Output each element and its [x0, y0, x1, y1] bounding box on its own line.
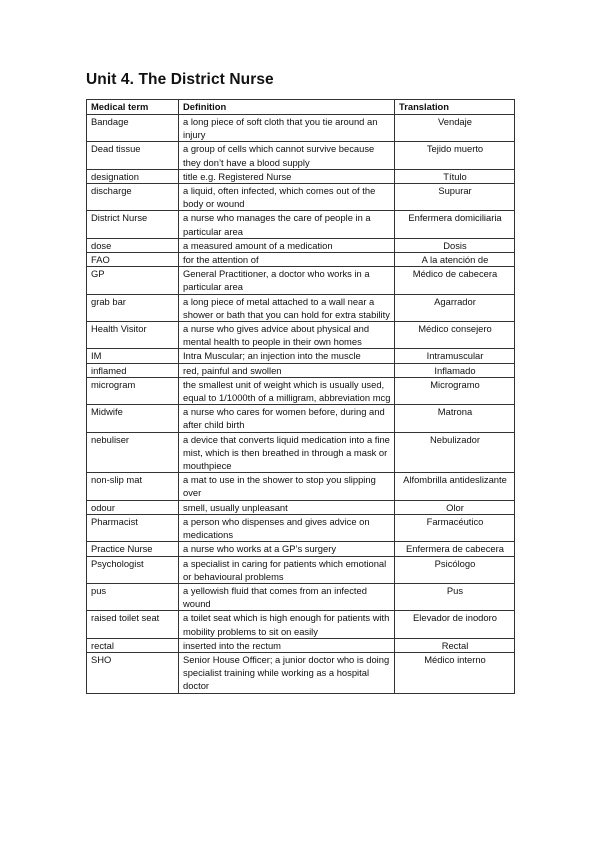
cell-definition: a nurse who manages the care of people in a particular area	[179, 211, 395, 238]
cell-definition: a group of cells which cannot survive because they don’t have a blood supply	[179, 142, 395, 169]
cell-translation: Tejido muerto	[395, 142, 515, 169]
cell-term: Dead tissue	[87, 142, 179, 169]
cell-definition: a yellowish fluid that comes from an infected wound	[179, 583, 395, 610]
cell-definition: a specialist in caring for patients which emotional or behavioural problems	[179, 556, 395, 583]
cell-definition: a measured amount of a medication	[179, 238, 395, 252]
cell-translation: Intramuscular	[395, 349, 515, 363]
cell-definition: a nurse who works at a GP’s surgery	[179, 542, 395, 556]
cell-translation: Enfermera de cabecera	[395, 542, 515, 556]
table-row	[87, 267, 515, 294]
cell-definition: red, painful and swollen	[179, 363, 395, 377]
table-row	[87, 405, 515, 432]
cell-translation: Psicólogo	[395, 556, 515, 583]
page-title: Unit 4. The District Nurse	[86, 71, 274, 88]
cell-definition: a long piece of soft cloth that you tie around an injury	[179, 115, 395, 142]
cell-term: Practice Nurse	[87, 542, 179, 556]
cell-translation: Enfermera domiciliaria	[395, 211, 515, 238]
cell-definition: a toilet seat which is high enough for patients with mobility problems to sit on easily	[179, 611, 395, 638]
table-row	[87, 294, 515, 321]
table-row	[87, 115, 515, 142]
cell-term: odour	[87, 500, 179, 514]
vocabulary-table	[86, 99, 515, 694]
cell-term: grab bar	[87, 294, 179, 321]
table-row	[87, 432, 515, 473]
table-row	[87, 142, 515, 169]
cell-definition: a person who dispenses and gives advice on medications	[179, 514, 395, 541]
cell-definition: a nurse who cares for women before, during and after child birth	[179, 405, 395, 432]
cell-definition: a device that converts liquid medication into a fine mist, which is then breathed in through a mask or mouthpiece	[179, 432, 395, 473]
table-row	[87, 638, 515, 652]
cell-translation: Olor	[395, 500, 515, 514]
table-header-row	[87, 100, 515, 115]
cell-translation: Médico de cabecera	[395, 267, 515, 294]
table-row	[87, 542, 515, 556]
cell-definition: Intra Muscular; an injection into the muscle	[179, 349, 395, 363]
cell-term: Health Visitor	[87, 322, 179, 349]
cell-translation: Alfombrilla antideslizante	[395, 473, 515, 500]
cell-term: nebuliser	[87, 432, 179, 473]
cell-translation: Dosis	[395, 238, 515, 252]
table-row	[87, 611, 515, 638]
cell-term: SHO	[87, 652, 179, 693]
cell-translation: Microgramo	[395, 377, 515, 404]
table-row	[87, 377, 515, 404]
cell-term: Midwife	[87, 405, 179, 432]
cell-definition: smell, usually unpleasant	[179, 500, 395, 514]
cell-term: microgram	[87, 377, 179, 404]
cell-translation: Matrona	[395, 405, 515, 432]
cell-translation: Pus	[395, 583, 515, 610]
cell-definition: a mat to use in the shower to stop you slipping over	[179, 473, 395, 500]
cell-definition: a liquid, often infected, which comes out of the body or wound	[179, 184, 395, 211]
table-row	[87, 184, 515, 211]
cell-definition: the smallest unit of weight which is usually used, equal to 1/1000th of a milligram, abbreviation mcg	[179, 377, 395, 404]
table-row	[87, 556, 515, 583]
cell-translation: Rectal	[395, 638, 515, 652]
cell-translation: Elevador de inodoro	[395, 611, 515, 638]
cell-term: non-slip mat	[87, 473, 179, 500]
header-translation: Translation	[395, 100, 515, 115]
header-medical-term: Medical term	[87, 100, 179, 115]
cell-term: District Nurse	[87, 211, 179, 238]
table-row	[87, 238, 515, 252]
table-row	[87, 500, 515, 514]
cell-term: dose	[87, 238, 179, 252]
cell-translation: Nebulizador	[395, 432, 515, 473]
table-row	[87, 253, 515, 267]
cell-definition: inserted into the rectum	[179, 638, 395, 652]
cell-term: GP	[87, 267, 179, 294]
cell-translation: A la atención de	[395, 253, 515, 267]
cell-translation: Médico interno	[395, 652, 515, 693]
cell-translation: Supurar	[395, 184, 515, 211]
cell-translation: Farmacéutico	[395, 514, 515, 541]
cell-translation: Título	[395, 169, 515, 183]
cell-term: rectal	[87, 638, 179, 652]
cell-definition: General Practitioner, a doctor who works in a particular area	[179, 267, 395, 294]
table-row	[87, 322, 515, 349]
cell-translation: Vendaje	[395, 115, 515, 142]
cell-term: FAO	[87, 253, 179, 267]
cell-definition: a nurse who gives advice about physical and mental health to people in their own homes	[179, 322, 395, 349]
cell-term: inflamed	[87, 363, 179, 377]
cell-definition: title e.g. Registered Nurse	[179, 169, 395, 183]
table-row	[87, 211, 515, 238]
cell-translation: Médico consejero	[395, 322, 515, 349]
cell-term: Bandage	[87, 115, 179, 142]
cell-term: IM	[87, 349, 179, 363]
table-row	[87, 363, 515, 377]
cell-term: Psychologist	[87, 556, 179, 583]
cell-definition: Senior House Officer; a junior doctor who is doing specialist training while working as a hospital doctor	[179, 652, 395, 693]
table-row	[87, 169, 515, 183]
table-row	[87, 514, 515, 541]
cell-term: Pharmacist	[87, 514, 179, 541]
cell-term: discharge	[87, 184, 179, 211]
cell-translation: Inflamado	[395, 363, 515, 377]
cell-term: raised toilet seat	[87, 611, 179, 638]
cell-definition: a long piece of metal attached to a wall near a shower or bath that you can hold for extra stability	[179, 294, 395, 321]
header-definition: Definition	[179, 100, 395, 115]
cell-term: designation	[87, 169, 179, 183]
cell-definition: for the attention of	[179, 253, 395, 267]
table-row	[87, 349, 515, 363]
table-row	[87, 473, 515, 500]
table-row	[87, 583, 515, 610]
table-row	[87, 652, 515, 693]
cell-translation: Agarrador	[395, 294, 515, 321]
cell-term: pus	[87, 583, 179, 610]
